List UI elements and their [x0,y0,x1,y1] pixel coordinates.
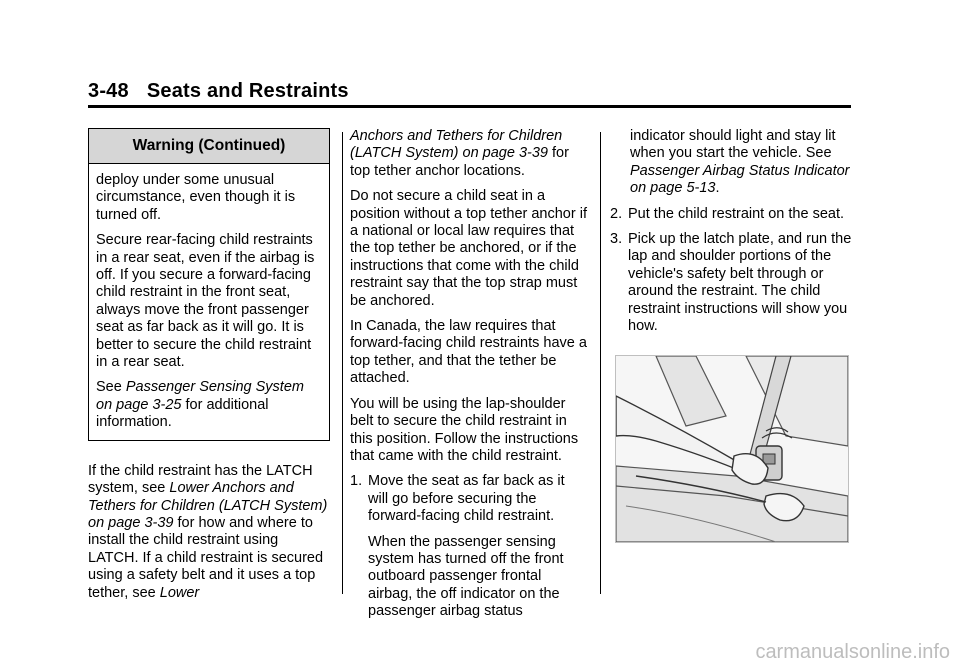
warning-title: Warning (Continued) [89,129,329,164]
column-divider-2 [600,132,601,594]
text: for additional information. [96,396,269,431]
seat-belt-latch-illustration [615,355,849,543]
anchor-paragraph [350,128,588,180]
text: See [96,379,126,396]
text: for top tether anchor locations. [350,145,569,179]
page-header [88,80,349,103]
column-1 [88,128,330,610]
section-title: Seats and Restraints [146,80,349,102]
lap-shoulder-paragraph: You will be using the lap-shoulder belt to secure the child restraint in this position. Follow the instructions that came with the child restraint. [350,395,579,464]
seat-belt-latch-icon [616,356,848,542]
step-2 [610,206,852,223]
header-rule [88,105,851,108]
column-2 [350,128,588,629]
step-1-note: When the passenger sensing system has turned off the front outboard passenger frontal airbag, the off indicator on the passenger airbag status [368,533,564,620]
text: . [715,180,720,197]
step-text: Move the seat as far back as it will go before securing the forward-facing child restraint. [368,473,565,525]
text: for how and where to install the child restraint using LATCH. If a child restraint is secured using a safety belt and it uses a top tether, see [88,514,324,601]
latch-paragraph [88,463,330,602]
step-text: Put the child restraint on the seat. [628,205,845,222]
warning-paragraph-2: Secure rear-facing child restraints in a rear seat, even if the airbag is off. If you secure a forward-facing child restraint in the front seat, always move the front passenger seat as far back as it will go. It is better to secure the child restraint in a rear seat. [96,232,315,371]
step-1 [350,473,588,525]
watermark: carmanualsonline.info [755,641,950,663]
warning-paragraph-3 [96,379,323,431]
text: indicator should light and stay lit when you start the vehicle. See [630,128,836,162]
indicator-paragraph [612,128,852,198]
step-number: 3. [610,231,623,248]
step-number: 1. [350,473,363,490]
cross-reference: Lower Anchors and Tethers for Children (LATCH System) on page 3-39 [88,480,328,531]
column-divider-1 [342,132,343,594]
warning-box [88,128,330,441]
law-paragraph: Do not secure a child seat in a position without a top tether anchor if a national or local law requires that the top tether be anchored, or if the instructions that come with the child restraint say that the top strap must be anchored. [350,188,587,309]
warning-paragraph-1: deploy under some unusual circumstance, even though it is turned off. [96,172,296,223]
canada-paragraph: In Canada, the law requires that forward-facing child restraints have a top tether, and that the tether be attached. [350,318,587,387]
cross-reference: Passenger Airbag Status Indicator on page 5-13 [630,162,850,197]
cross-reference: Passenger Sensing System on page 3-25 [96,379,304,413]
warning-body [89,164,329,440]
cross-reference: Anchors and Tethers for Children (LATCH System) on page 3-39 [350,128,563,162]
text: If the child restraint has the LATCH system, see [88,462,313,497]
step-text: Pick up the latch plate, and run the lap and shoulder portions of the vehicle's safety belt through or around the restraint. The child restraint instructions will show you how. [628,231,852,335]
cross-reference: Lower [159,584,200,601]
step-3 [610,231,852,335]
column-3 [612,128,852,343]
step-number: 2. [610,205,623,222]
page-number: 3-48 [88,80,129,102]
